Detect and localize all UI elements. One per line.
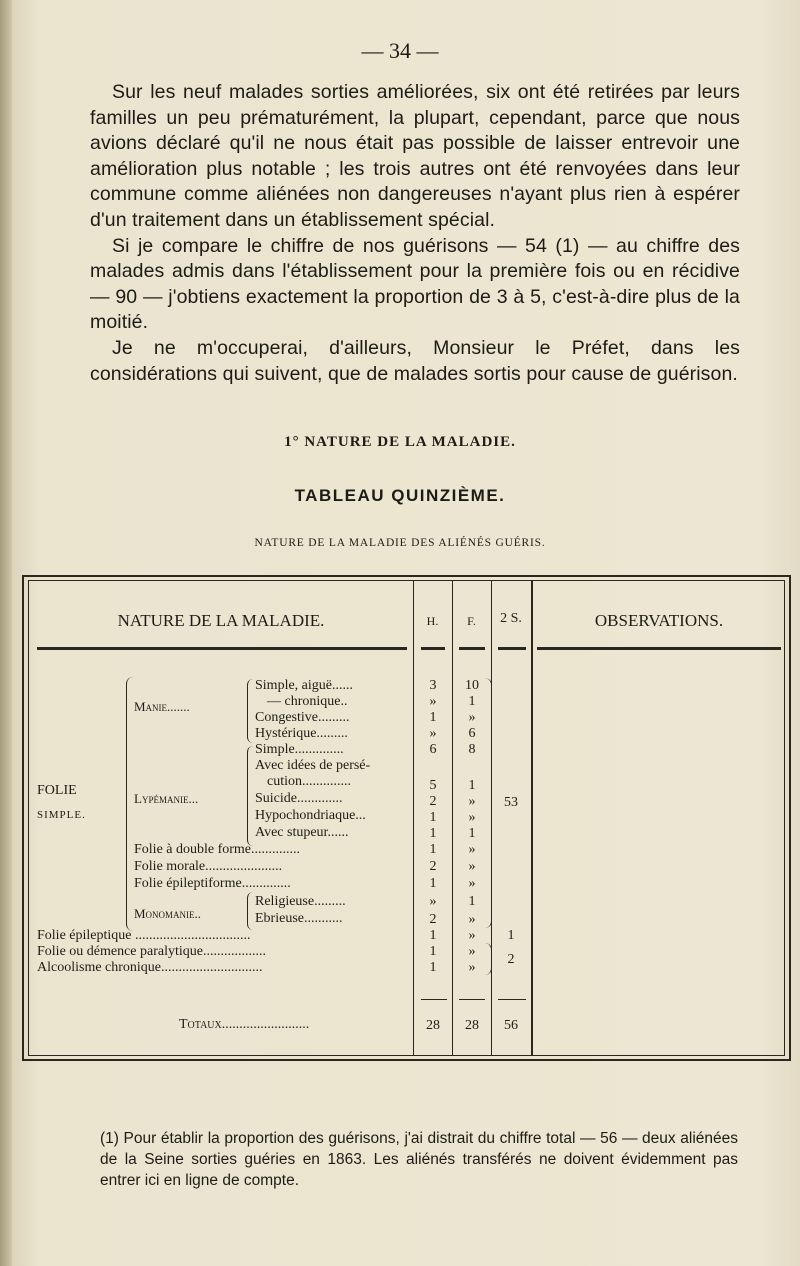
total-rule [498, 999, 526, 1000]
totals-label: Totaux......................... [179, 1017, 310, 1032]
row-h: 1 [429, 876, 437, 891]
row-label: Folie ou démence paralytique.................. [37, 944, 266, 959]
row-h: 1 [429, 944, 437, 959]
header-rule [421, 647, 445, 650]
row-h: 5 [429, 778, 437, 793]
row-label: Alcoolisme chronique............................. [37, 960, 263, 975]
group-label-simple: SIMPLE. [37, 809, 86, 821]
brace-subtotal [485, 943, 492, 975]
header-observations: OBSERVATIONS. [594, 611, 724, 630]
page-number: — 34 — [361, 38, 439, 63]
row-f: » [468, 944, 476, 959]
paragraph-3: Je ne m'occuperai, d'ailleurs, Monsieur le Préfet, dans les considérations qui suivent, que de malades sortis pour cause de guérison. [90, 336, 740, 385]
row-f: 1 [468, 826, 476, 841]
header-total: 2 S. [500, 611, 522, 626]
row-h: » [429, 694, 437, 709]
sublabel-manie: Manie....... [134, 699, 190, 714]
row-h: 2 [429, 912, 437, 927]
data-table [22, 575, 791, 1061]
row-label: Folie épileptique ................................. [37, 928, 251, 943]
header-rule [537, 647, 781, 650]
row-f: » [468, 912, 476, 927]
row-label: cution.............. [267, 774, 351, 789]
header-rule [498, 647, 526, 650]
total-rule [459, 999, 485, 1000]
row-f: » [468, 928, 476, 943]
row-f: 1 [468, 694, 476, 709]
table-subtitle: NATURE DE LA MALADIE DES ALIÉNÉS GUÉRIS. [254, 537, 546, 549]
section-heading: 1° NATURE DE LA MALADIE. [284, 434, 516, 450]
brace-subtotal [485, 678, 492, 928]
body-text [90, 80, 740, 387]
row-h: 1 [429, 928, 437, 943]
row-h: 6 [429, 742, 437, 757]
row-f: » [468, 960, 476, 975]
paragraph-2: Si je compare le chiffre de nos guérisons — 54 (1) — au chiffre des malades admis dans l'établissement pour la première fois ou en récidive — 90 — j'obtiens exactement la proportion de 3 à 5, c'est-à-dire plus de la moitié. [90, 234, 740, 334]
row-f: 10 [465, 678, 479, 693]
brace-folie-simple [126, 677, 133, 931]
row-label: Folie morale...................... [134, 859, 283, 874]
row-h: 2 [429, 794, 437, 809]
row-h: 1 [429, 810, 437, 825]
row-label: Avec idées de persé- [255, 758, 371, 773]
row-h: 1 [429, 842, 437, 857]
col-divider [452, 581, 453, 1055]
row-label: Simple, aiguë...... [255, 678, 353, 693]
row-h: 3 [429, 678, 437, 693]
row-f: » [468, 842, 476, 857]
col-divider [413, 581, 414, 1055]
sublabel-lypemanie: Lypémanie... [134, 791, 199, 806]
row-f: » [468, 876, 476, 891]
row-label: Hypochondriaque... [255, 808, 366, 823]
table-inner-frame [28, 580, 785, 1056]
row-label: Simple.............. [255, 742, 344, 757]
row-f: 1 [468, 894, 476, 909]
header-nature: NATURE DE LA MALADIE. [117, 611, 325, 630]
row-label: Folie épileptiforme.............. [134, 876, 291, 891]
row-f: » [468, 810, 476, 825]
total-s: 56 [504, 1018, 518, 1033]
footnote: (1) Pour établir la proportion des guérisons, j'ai distrait du chiffre total — 56 — deux aliénées de la Seine sorties guéries en 1863. Les aliénés transférés ne doivent évidemment pas entrer ici en ligne de compte. [100, 1130, 738, 1189]
row-label: Hystérique......... [255, 726, 348, 741]
row-label: Religieuse......... [255, 894, 346, 909]
row-f: 6 [468, 726, 476, 741]
row-label: Ebrieuse........... [255, 911, 343, 926]
row-h: 1 [429, 710, 437, 725]
row-h: 1 [429, 826, 437, 841]
subtotal-paralytique: 2 [507, 952, 515, 967]
row-label: Folie à double forme.............. [134, 842, 301, 857]
row-label: Congestive......... [255, 710, 350, 725]
row-h: » [429, 726, 437, 741]
total-h: 28 [426, 1018, 440, 1033]
header-f: F. [467, 614, 476, 628]
row-f: 8 [468, 742, 476, 757]
row-f: » [468, 710, 476, 725]
subtotal-epileptique: 1 [507, 928, 515, 943]
row-label: Avec stupeur...... [255, 825, 349, 840]
row-h: 2 [429, 859, 437, 874]
header-rule [37, 647, 407, 650]
sublabel-monomanie: Monomanie.. [134, 906, 202, 921]
table-title: TABLEAU QUINZIÈME. [294, 486, 506, 505]
row-h: 1 [429, 960, 437, 975]
row-f: » [468, 859, 476, 874]
subtotal-simple: 53 [504, 795, 518, 810]
paragraph-1: Sur les neuf malades sorties améliorées, six ont été retirées par leurs familles un peu prématurément, la plupart, cependant, parce que nous avions déclaré qu'il ne nous était pas possible de laisser entrevoir une amélioration plus notable ; les trois autres ont été renvoyées dans leur commune comme aliénées non dangereuses n'ayant plus rien à espérer d'un traitement dans un établissement spécial. [90, 81, 740, 231]
book-spine [0, 0, 12, 1266]
row-h: » [429, 894, 437, 909]
row-label: Suicide............. [255, 791, 343, 806]
brace-lypemanie [247, 746, 253, 846]
brace-manie [247, 679, 253, 743]
brace-monomanie [247, 892, 253, 930]
col-divider [531, 581, 533, 1055]
row-label: — chronique.. [267, 694, 348, 709]
total-f: 28 [465, 1018, 479, 1033]
header-rule [459, 647, 485, 650]
row-f: 1 [468, 778, 476, 793]
header-h: H. [426, 614, 439, 628]
group-label-folie: FOLIE [37, 783, 77, 798]
row-f: » [468, 794, 476, 809]
total-rule [421, 999, 447, 1000]
